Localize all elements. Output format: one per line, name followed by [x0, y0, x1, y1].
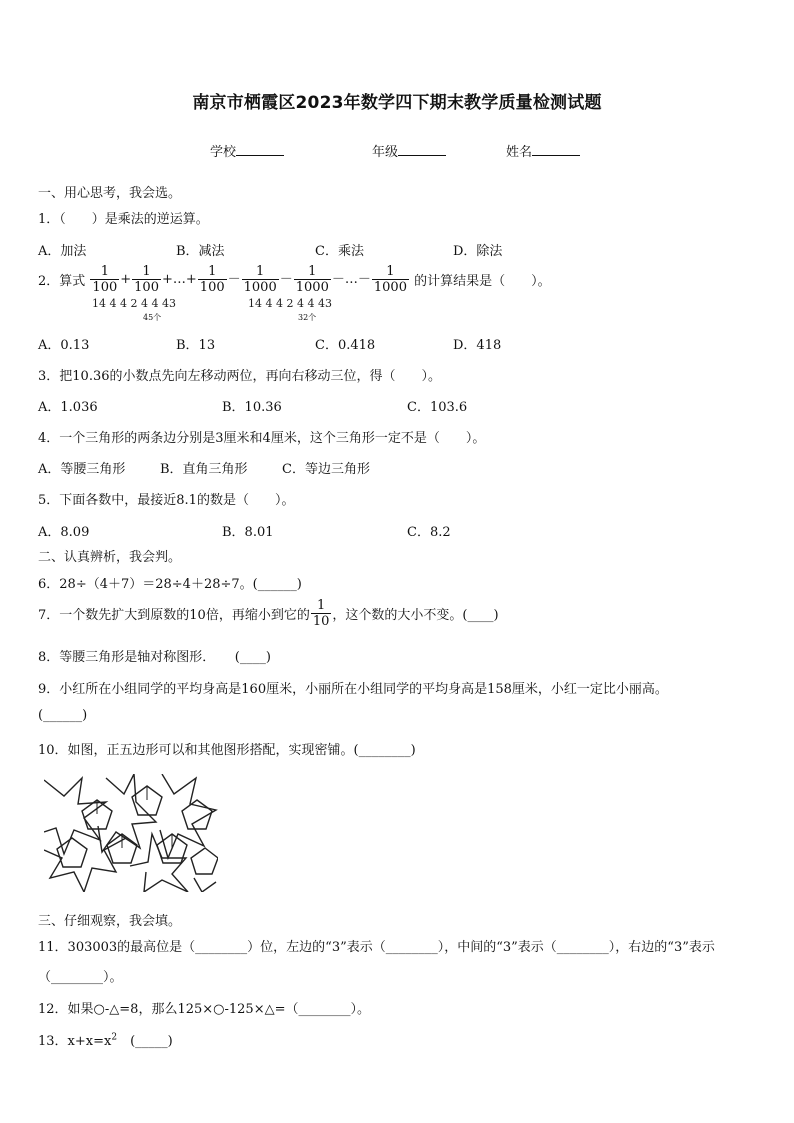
star-shape: [194, 878, 216, 892]
q4-option-c: C．等边三角形: [282, 462, 370, 477]
q1-option-d: D．除法: [453, 244, 503, 259]
q13-text: 13．$x+x=x^2$ (_____): [38, 1032, 173, 1049]
q6-text: 6．28÷（4＋7）＝28÷4＋28÷7。(______): [38, 577, 302, 592]
name-label: 姓名: [506, 145, 533, 160]
q2-brace-2-count: 32个: [298, 313, 317, 322]
q2-fraction-4: $\frac{1}{1000}$: [243, 264, 277, 295]
q2-fraction-2: $\frac{1}{100}$: [134, 264, 159, 295]
q3-option-c: C．103.6: [407, 400, 468, 415]
q5-text: 5．下面各数中，最接近8.1的数是（ ）。: [38, 493, 295, 508]
q2-brace-1-digits: 14 4 4 2 4 4 43: [92, 297, 176, 310]
q2-suffix: 的计算结果是（ ）。: [414, 274, 551, 289]
pentagon: [191, 848, 218, 874]
name-blank: [532, 143, 580, 156]
q11-text-cont: （________）。: [38, 970, 123, 985]
star-shape: [160, 774, 216, 858]
school-label: 学校: [210, 145, 237, 160]
page-title: 南京市栖霞区2023年数学四下期末教学质量检测试题: [192, 93, 602, 113]
q4-text: 4．一个三角形的两条边分别是3厘米和4厘米，这个三角形一定不是（ ）。: [38, 431, 486, 446]
q2-option-d: D．418: [453, 338, 502, 353]
section-2-heading: 二、认真辨析，我会判。: [38, 550, 182, 565]
q1-text: 1．（ ）是乘法的逆运算。: [38, 212, 209, 227]
name-field: [506, 141, 580, 160]
q12-text: 12．如果○-△=8，那么125×○-125×△=（________）。: [38, 1002, 370, 1017]
q11-text: 11．303003的最高位是（________）位，左边的“3”表示（________），中间的“3”表示（________），右边的“3”表示: [38, 940, 715, 955]
section-3-heading: 三、仔细观察，我会填。: [38, 914, 182, 929]
q8-text: 8．等腰三角形是轴对称图形． (____): [38, 650, 271, 665]
q4-option-a: A．等腰三角形: [38, 462, 126, 477]
q9-text: 9．小红所在小组同学的平均身高是160厘米，小丽所在小组同学的平均身高是158厘米，小红一定比小丽高。: [38, 682, 668, 697]
q2-prefix: 2．算式: [38, 274, 86, 289]
star-shape: [44, 838, 126, 892]
q10-text: 10．如图，正五边形可以和其他图形搭配，实现密铺。(________): [38, 743, 416, 758]
tiling-stars: [44, 774, 216, 892]
q5-option-b: B．8.01: [222, 525, 274, 540]
school-field: [210, 141, 284, 160]
q3-text: 3．把10.36的小数点先向左移动两位，再向右移动三位，得（ ）。: [38, 369, 441, 384]
q1-option-b: B．减法: [176, 244, 225, 259]
q4-option-b: B．直角三角形: [160, 462, 248, 477]
q3-option-b: B．10.36: [222, 400, 282, 415]
section-1-heading: 一、用心思考，我会选。: [38, 186, 182, 201]
q1-option-a: A．加法: [38, 244, 87, 259]
grade-label: 年级: [372, 145, 399, 160]
school-blank: [236, 143, 284, 156]
q2-fraction-5: $\frac{1}{1000}$: [295, 264, 329, 295]
pentagon: [57, 838, 87, 867]
q2-fraction-3: $\frac{1}{100}$: [199, 264, 225, 295]
pentagon-tiling-figure: [44, 774, 218, 892]
q2-expression: 2．算式 $\frac{1}{100}$ + $\frac{1}{100}$ +…+ $\frac{1}{100}$ － $\frac{1}{1000}$ － $\frac{1}{1000}$ －…－ $\frac{1}{1000}$ 的计算结果是（ ）。: [38, 264, 551, 295]
q2-fraction-1: $\frac{1}{100}$: [92, 264, 118, 295]
grade-field: [372, 141, 446, 160]
q2-option-a: A．0.13: [38, 338, 90, 353]
grade-blank: [398, 143, 446, 156]
q2-brace-2-digits: 14 4 4 2 4 4 43: [248, 297, 332, 310]
tiling-pentagons: [57, 786, 218, 874]
q9-blank: (______): [38, 708, 88, 723]
q2-option-b: B．13: [176, 338, 216, 353]
star-shape: [44, 778, 106, 854]
q5-option-a: A．8.09: [38, 525, 90, 540]
q2-option-c: C．0.418: [315, 338, 376, 353]
q2-fraction-6: $\frac{1}{1000}$: [373, 264, 407, 295]
q7-fraction: $\frac{1}{10}$: [312, 598, 330, 629]
q2-brace-1-count: 45个: [143, 313, 162, 322]
q7-text: 7．一个数先扩大到原数的10倍，再缩小到它的 $\frac{1}{10}$ ，这个数的大小不变。(____): [38, 598, 499, 629]
q5-option-c: C．8.2: [407, 525, 451, 540]
q1-option-c: C．乘法: [315, 244, 364, 259]
q3-option-a: A．1.036: [38, 400, 98, 415]
